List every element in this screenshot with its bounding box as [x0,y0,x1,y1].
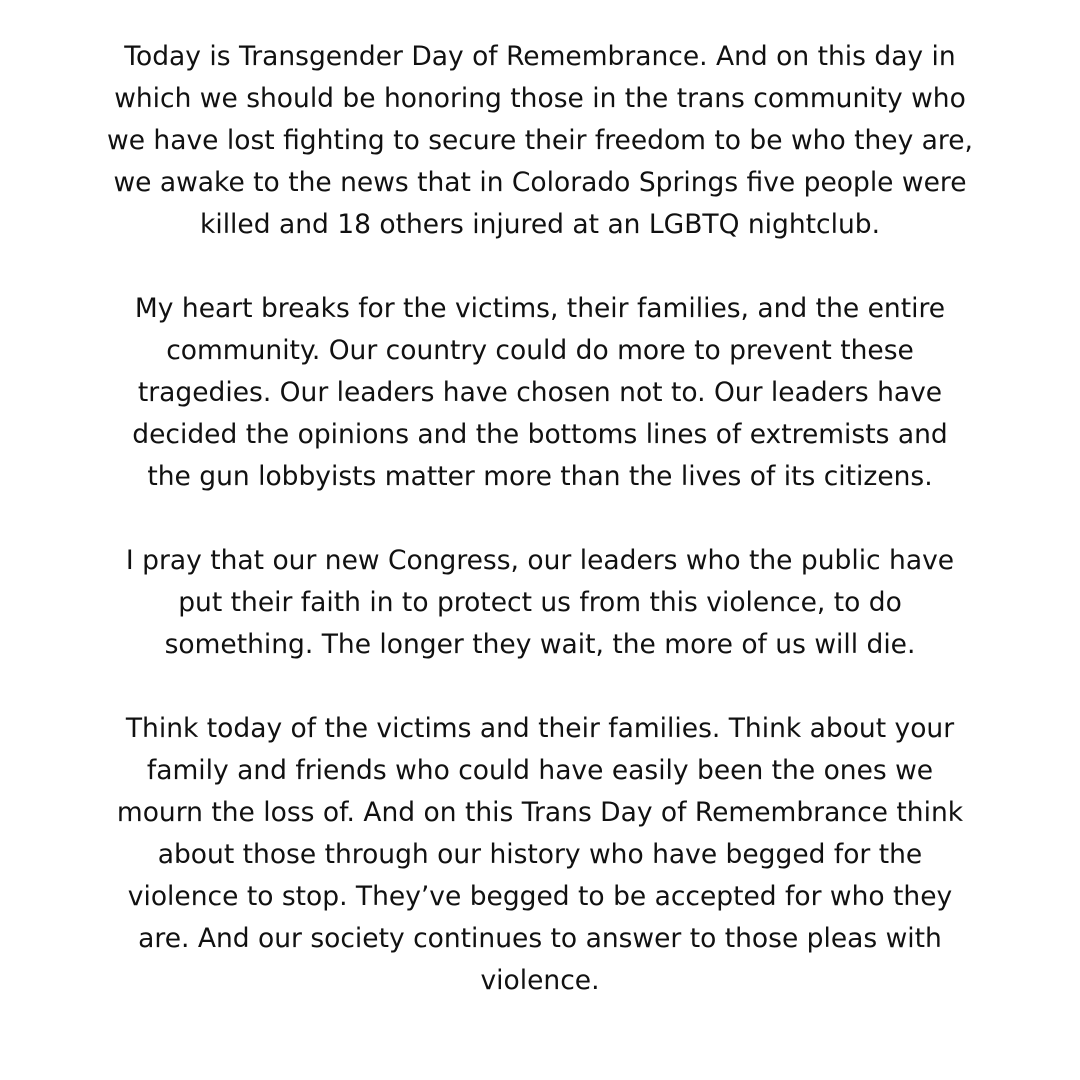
text-line: Think today of the victims and their families. Think about your [125,713,955,744]
text-line: I pray that our new Congress, our leaders who the public have [125,545,955,576]
text-line: are. And our society continues to answer to those pleas with [138,923,942,954]
text-line: we awake to the news that in Colorado Springs five people were [113,167,967,198]
text-line: tragedies. Our leaders have chosen not to. Our leaders have [137,377,943,408]
text-line: killed and 18 others injured at an LGBTQ nightclub. [199,209,880,240]
text-line: about those through our history who have begged for the [157,839,923,870]
paragraph-3 [40,540,1040,666]
paragraph-spacer [40,246,1040,288]
text-line: decided the opinions and the bottoms lines of extremists and [132,419,948,450]
statement-text [40,36,1040,1002]
text-line: the gun lobbyists matter more than the lives of its citizens. [147,461,933,492]
text-line: we have lost fighting to secure their freedom to be who they are, [107,125,973,156]
text-line: violence. [480,965,600,996]
text-line: My heart breaks for the victims, their families, and the entire [134,293,946,324]
paragraph-spacer [40,666,1040,708]
paragraph-4 [40,708,1040,1002]
paragraph-spacer [40,498,1040,540]
text-line: put their faith in to protect us from this violence, to do [178,587,902,618]
text-line: mourn the loss of. And on this Trans Day of Remembrance think [116,797,964,828]
text-line: family and friends who could have easily been the ones we [146,755,934,786]
text-line: something. The longer they wait, the more of us will die. [164,629,916,660]
text-line: which we should be honoring those in the trans community who [114,83,966,114]
text-line: violence to stop. They’ve begged to be accepted for who they [127,881,953,912]
paragraph-1 [40,36,1040,246]
text-line: Today is Transgender Day of Remembrance. And on this day in [124,41,956,72]
text-line: community. Our country could do more to prevent these [166,335,914,366]
paragraph-2 [40,288,1040,498]
